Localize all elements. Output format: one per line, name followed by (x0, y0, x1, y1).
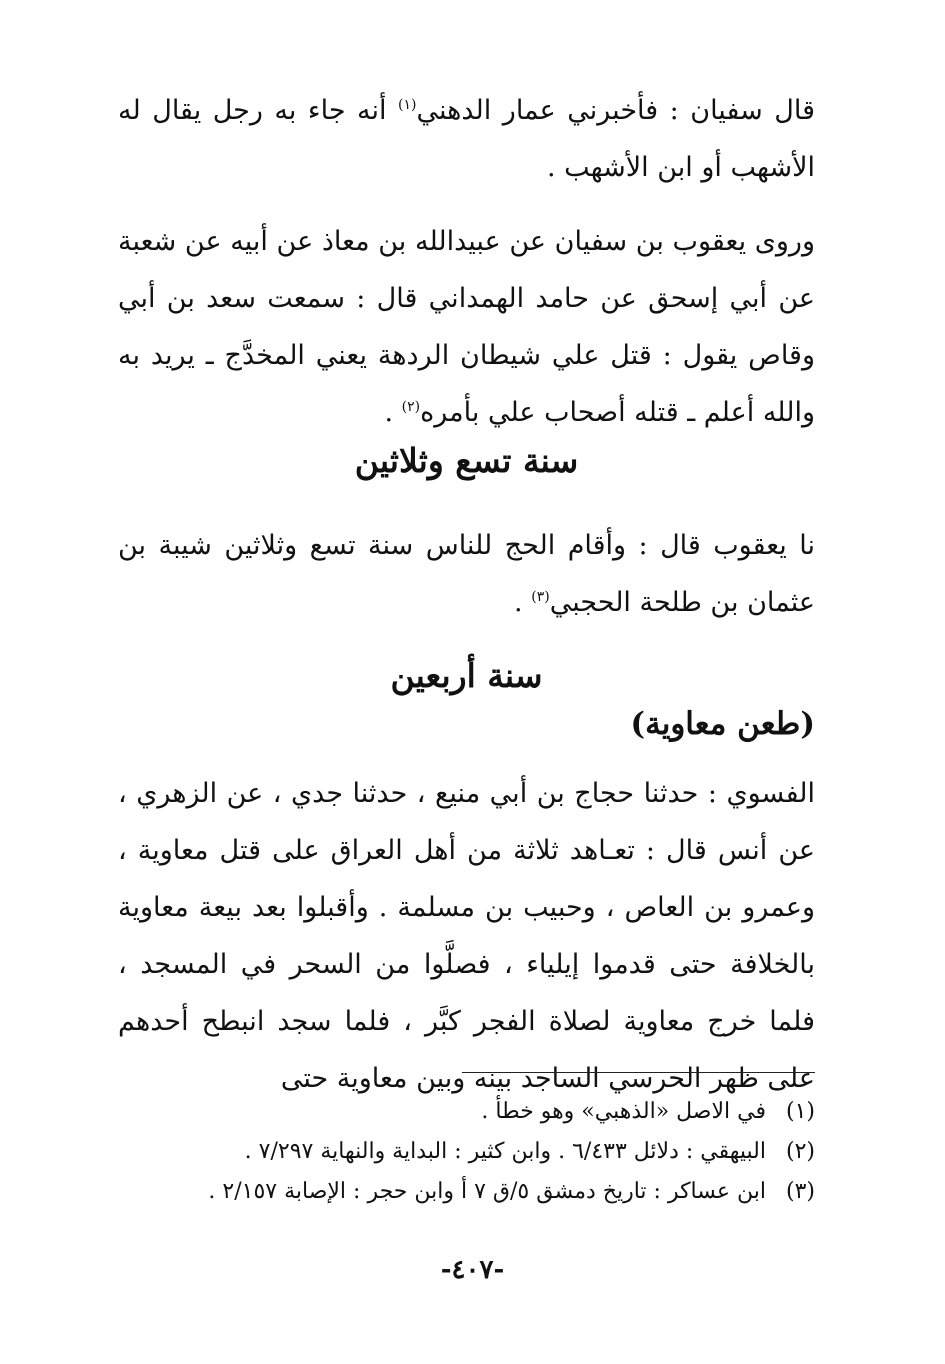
paragraph-text: نا يعقوب قال : وأقام الحج للناس سنة تسع وثلاثين شيبة بن عثمان بن طلحة الحجبي (118, 530, 815, 618)
footnote-number: (١) (785, 1099, 815, 1124)
footnote-ref-1: (١) (398, 97, 417, 113)
footnotes-list (118, 1092, 815, 1212)
paragraph-text-after: . (514, 587, 532, 618)
footnote-item (118, 1132, 815, 1172)
footnote-ref-3: (٣) (531, 589, 550, 605)
footnote-text: البيهقي : دلائل ٦/٤٣٣ . وابن كثير : البداية والنهاية ٧/٢٩٧ . (244, 1139, 766, 1164)
footnote-item (118, 1092, 815, 1132)
footnote-ref-2: (٢) (401, 399, 421, 415)
footnote-text: في الاصل «الذهبي» وهو خطأ . (481, 1099, 766, 1124)
paragraph-text-after: . (384, 397, 402, 428)
paragraph-yaqub-sufyan (118, 213, 815, 441)
footnote-item (118, 1172, 815, 1212)
paragraph-sufyan (118, 82, 815, 196)
section-heading-year-40: سنة أربعين (390, 656, 543, 695)
paragraph-text: قال سفيان : فأخبرني عمار الدهني (416, 95, 815, 126)
paragraph-fasawi (118, 765, 815, 1107)
paragraph-text: وروى يعقوب بن سفيان عن عبيدالله بن معاذ عن أبيه عن شعبة عن أبي إسحق عن حامد الهمداني قال : سمعت سعد بن أبي وقاص يقول : قتل علي شيطان الردهة يعني المخدَّج ـ يريد به والله أعلم ـ قتله أصحاب علي بأمره (118, 226, 815, 428)
footnote-number: (٣) (785, 1179, 815, 1204)
paragraph-text: الفسوي : حدثنا حجاج بن أبي منيع ، حدثنا جدي ، عن الزهري ، عن أنس قال : تعـاهد ثلاثة من أهل العراق على قتل معاوية ، وعمرو بن العاص ، وحبيب بن مسلمة . وأقبلوا بعد بيعة معاوية بالخلافة حتى قدموا إيلياء ، فصلَّوا من السحر في المسجد ، فلما خرج معاوية لصلاة الفجر كبَّر ، فلما سجد انبطح أحدهم على ظهر الحرسي الساجد بينه وبين معاوية حتى (118, 778, 815, 1094)
subheading-muawiya-stabbing: (طعن معاوية) (630, 706, 815, 742)
footnote-text: ابن عساكر : تاريخ دمشق ٥/ق ٧ أ وابن حجر : الإصابة ٢/١٥٧ . (208, 1179, 766, 1204)
footnote-divider (462, 1072, 815, 1073)
page-number: -٤٠٧- (440, 1255, 505, 1285)
section-heading-year-39: سنة تسع وثلاثين (354, 441, 579, 480)
paragraph-hajj (118, 517, 815, 631)
paragraph-text-after: أنه جاء به رجل يقال له الأشهب أو ابن الأشهب . (118, 95, 815, 183)
footnote-number: (٢) (785, 1139, 815, 1164)
